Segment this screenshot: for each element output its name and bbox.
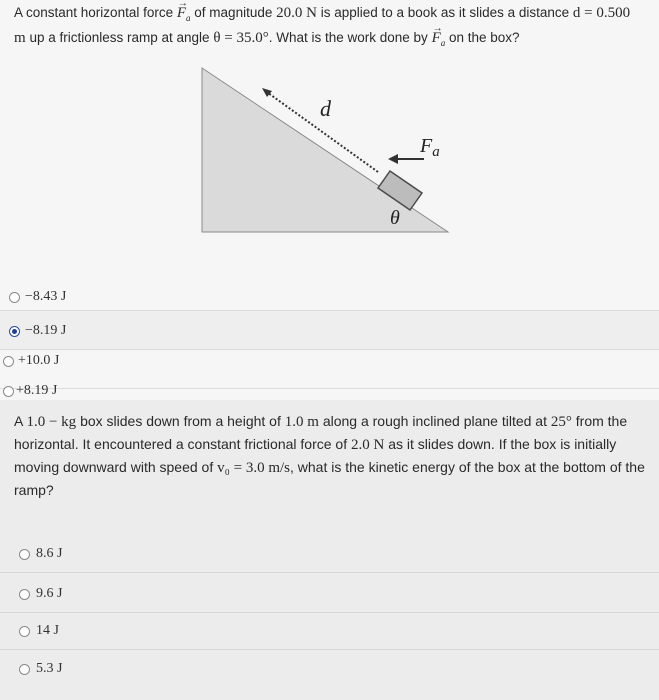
q1-text-part: on the box?: [449, 30, 520, 45]
force-label: [419, 135, 440, 160]
q2-text-part: along a rough inclined plane tilted at: [322, 413, 547, 429]
option-label: +8.19 J: [16, 383, 58, 398]
question-2: [0, 400, 659, 700]
q2-text-part: A: [14, 413, 23, 429]
question-1-text: [14, 3, 644, 53]
q1-text-part: A constant horizontal force: [14, 5, 174, 20]
theta-label: θ: [390, 207, 400, 229]
radio-button[interactable]: [3, 386, 14, 397]
q1-text-part: of magnitude: [194, 5, 273, 20]
force-symbol: [177, 4, 191, 28]
q2-option-1[interactable]: [0, 536, 659, 573]
ramp-diagram: [200, 60, 460, 240]
option-label: −8.19 J: [25, 323, 67, 338]
q1-option-2[interactable]: [0, 311, 659, 350]
force-label-sub: a: [432, 144, 440, 160]
force-symbol-sub: a: [440, 38, 446, 48]
q1-text-part: . What is the work done by: [268, 30, 428, 45]
force-label-letter: F: [420, 135, 433, 157]
option-label: 8.6 J: [36, 546, 63, 561]
radio-button-selected[interactable]: [9, 326, 20, 337]
option-label: +10.0 J: [18, 353, 60, 368]
q1-text-part: up a frictionless ramp at angle: [29, 30, 210, 45]
distance-value: d = 0.500 m: [14, 5, 631, 46]
radio-button[interactable]: [19, 664, 30, 675]
option-label: 9.6 J: [36, 586, 63, 601]
q2-text-part: , what is the kinetic energy of the box at the bottom of the ramp?: [14, 459, 645, 498]
speed-value: v₀ = 3.0 m/s: [217, 460, 290, 476]
force-arrowhead: [388, 154, 398, 164]
q2-text-part: as it slides down. If the box is initially moving downward with speed of: [14, 436, 617, 475]
angle-value: θ = 35.0°: [213, 30, 269, 46]
q1-option-1[interactable]: [0, 272, 659, 311]
q2-text-part: box slides down from a height of: [80, 413, 281, 429]
q2-option-2[interactable]: [0, 576, 659, 613]
distance-arrowhead: [262, 88, 272, 97]
force-symbol-sub: a: [186, 13, 191, 23]
force-symbol-letter: F: [176, 5, 187, 21]
force-magnitude: 20.0 N: [276, 5, 317, 21]
question-2-text: [14, 410, 650, 501]
tilt-value: 25°: [550, 414, 572, 430]
q2-option-4[interactable]: [0, 651, 659, 687]
force-symbol-letter: F: [431, 30, 441, 46]
force-symbol-2: [432, 29, 446, 53]
d-label: d: [320, 96, 331, 121]
radio-button[interactable]: [19, 626, 30, 637]
q1-text-part: is applied to a book as it slides a distance: [320, 5, 570, 20]
height-value: 1.0 m: [284, 414, 319, 430]
q2-text-part: from the horizontal. It encountered a constant frictional force of: [14, 413, 628, 452]
friction-value: 2.0 N: [350, 437, 385, 453]
radio-button[interactable]: [19, 589, 30, 600]
option-label: 14 J: [36, 623, 59, 638]
q2-option-3[interactable]: [0, 613, 659, 650]
q1-option-4[interactable]: [0, 362, 659, 400]
option-label: 5.3 J: [36, 661, 63, 676]
radio-button[interactable]: [19, 549, 30, 560]
mass-value: 1.0 − kg: [26, 414, 77, 430]
option-label: −8.43 J: [25, 289, 67, 304]
radio-button[interactable]: [9, 292, 20, 303]
